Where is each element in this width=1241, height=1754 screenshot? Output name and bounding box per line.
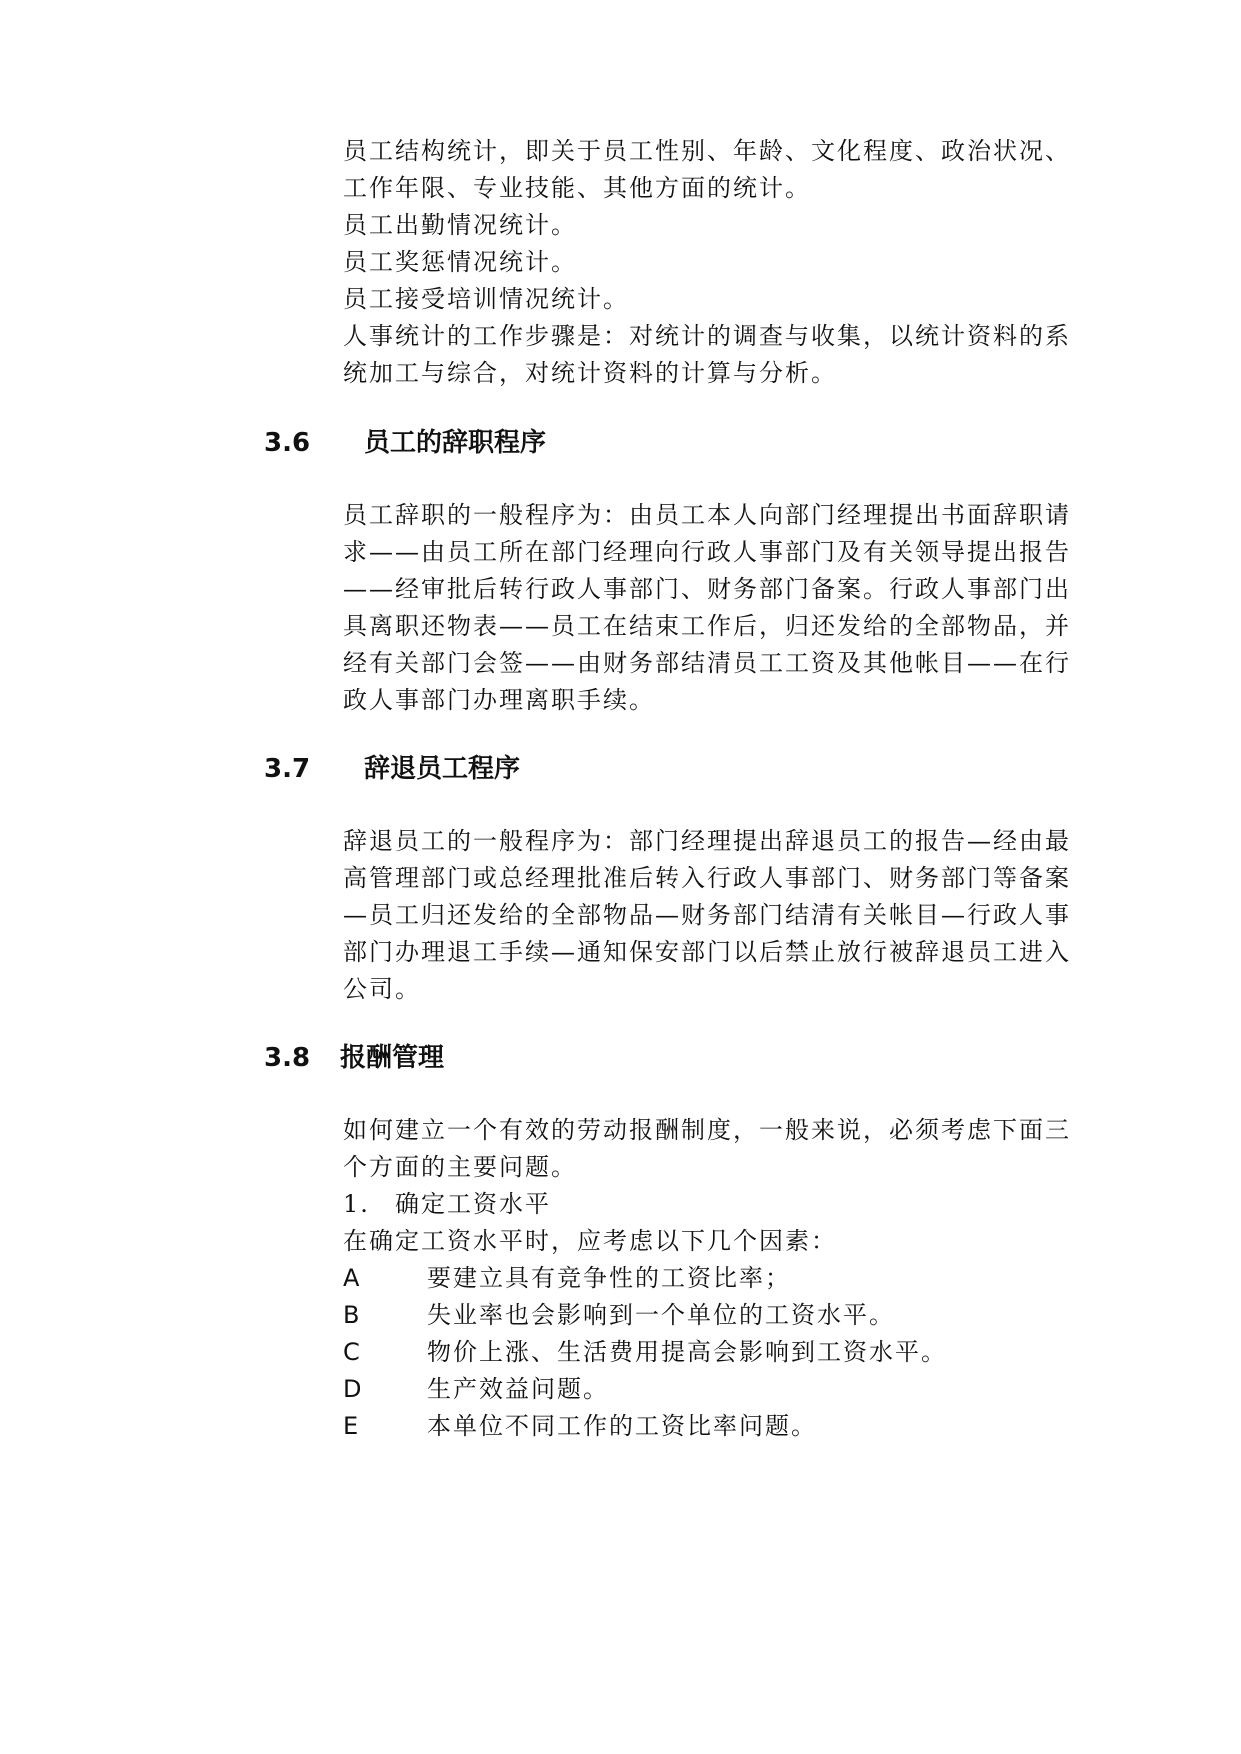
paragraph-line: 员工接受培训情况统计。 (343, 285, 629, 313)
paragraph-line: 具离职还物表——员工在结束工作后，归还发给的全部物品，并 (343, 612, 1071, 640)
factor-item (343, 1298, 895, 1332)
factor-letter: C (343, 1338, 360, 1366)
factor-letter: B (343, 1301, 360, 1329)
factor-item (343, 1409, 817, 1443)
paragraph-line: 统加工与综合，对统计资料的计算与分析。 (343, 359, 837, 387)
item-number: 1. (343, 1190, 370, 1218)
paragraph-line: 工作年限、专业技能、其他方面的统计。 (343, 174, 811, 202)
paragraph-line: 求——由员工所在部门经理向行政人事部门及有关领导提出报告 (343, 538, 1071, 566)
factor-letter: D (343, 1375, 362, 1403)
numbered-item (343, 1187, 551, 1221)
paragraph-line: —员工归还发给的全部物品—财务部门结清有关帐目—行政人事 (343, 901, 1071, 929)
paragraph-line: 公司。 (343, 975, 421, 1003)
factor-text: 要建立具有竞争性的工资比率； (427, 1264, 791, 1292)
paragraph-line: 辞退员工的一般程序为：部门经理提出辞退员工的报告—经由最 (343, 827, 1071, 855)
section-number: 3.7 (264, 754, 311, 784)
section-heading-3-8 (264, 1040, 444, 1076)
factor-letter: A (343, 1264, 360, 1292)
section-title: 辞退员工程序 (364, 754, 521, 784)
paragraph-line: 政人事部门办理离职手续。 (343, 686, 655, 714)
section-number: 3.6 (264, 428, 311, 458)
section-heading-3-6 (264, 425, 546, 461)
factor-item (343, 1335, 947, 1369)
factor-item (343, 1372, 609, 1406)
paragraph-line: 高管理部门或总经理批准后转入行政人事部门、财务部门等备案 (343, 864, 1071, 892)
item-text: 确定工资水平 (395, 1190, 551, 1218)
section-number: 3.8 (264, 1043, 311, 1073)
paragraph-line: 人事统计的工作步骤是：对统计的调查与收集，以统计资料的系 (343, 322, 1071, 350)
paragraph-line: 经有关部门会签——由财务部结清员工工资及其他帐目——在行 (343, 649, 1071, 677)
section-title: 报酬管理 (340, 1043, 445, 1073)
paragraph-line: 员工结构统计，即关于员工性别、年龄、文化程度、政治状况、 (343, 137, 1071, 165)
paragraph-line: 部门办理退工手续—通知保安部门以后禁止放行被辞退员工进入 (343, 938, 1071, 966)
paragraph-line: 员工出勤情况统计。 (343, 211, 577, 239)
section-heading-3-7 (264, 751, 520, 787)
factor-item (343, 1261, 791, 1295)
factor-text: 物价上涨、生活费用提高会影响到工资水平。 (427, 1338, 947, 1366)
section-title: 员工的辞职程序 (364, 428, 547, 458)
paragraph-line: ——经审批后转行政人事部门、财务部门备案。行政人事部门出 (343, 575, 1071, 603)
factor-text: 生产效益问题。 (427, 1375, 609, 1403)
factor-text: 本单位不同工作的工资比率问题。 (427, 1412, 817, 1440)
paragraph-line: 员工奖惩情况统计。 (343, 248, 577, 276)
paragraph-line: 在确定工资水平时，应考虑以下几个因素： (343, 1227, 837, 1255)
paragraph-line: 员工辞职的一般程序为：由员工本人向部门经理提出书面辞职请 (343, 501, 1071, 529)
paragraph-line: 个方面的主要问题。 (343, 1153, 577, 1181)
factor-letter: E (343, 1412, 359, 1440)
factor-text: 失业率也会影响到一个单位的工资水平。 (427, 1301, 895, 1329)
paragraph-line: 如何建立一个有效的劳动报酬制度，一般来说，必须考虑下面三 (343, 1116, 1071, 1144)
